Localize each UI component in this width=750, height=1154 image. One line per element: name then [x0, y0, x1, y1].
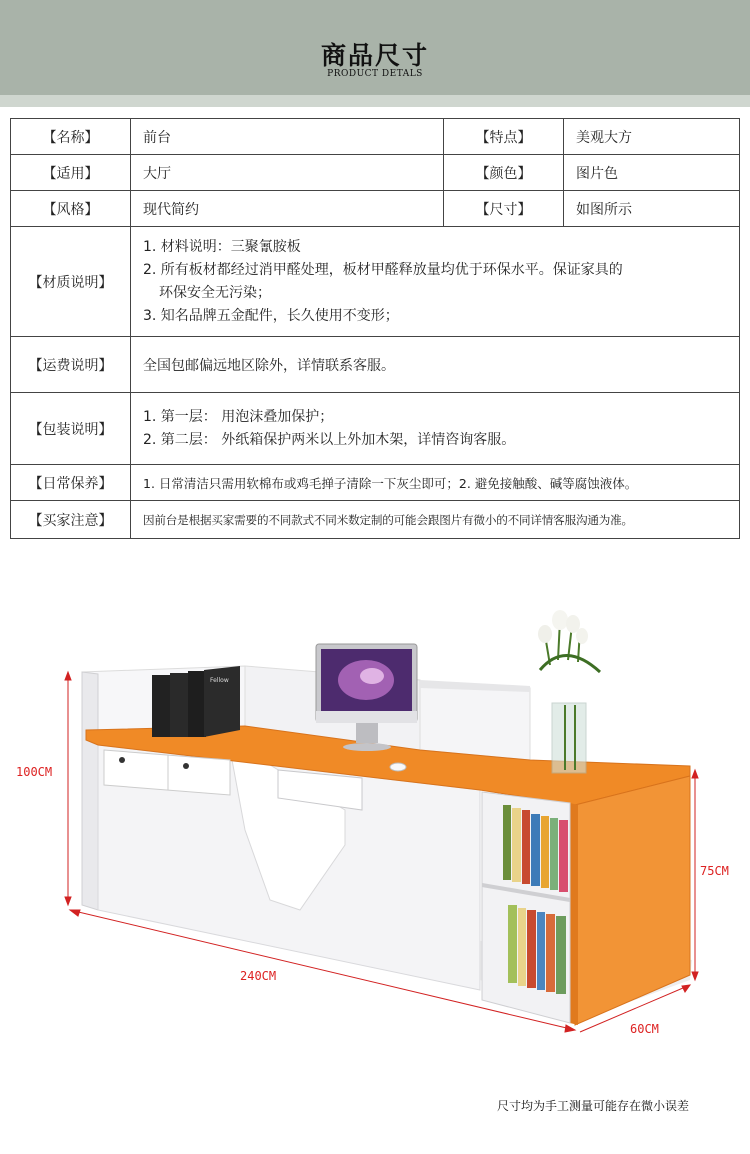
shipping-value: 全国包邮偏远地区除外，详情联系客服。	[143, 357, 395, 374]
packing-line: 1. 第一层： 用泡沫叠加保护；	[143, 408, 334, 425]
spec-row-notice	[11, 501, 739, 538]
drawer-lock	[183, 763, 189, 769]
orange-end-edge	[570, 803, 578, 1025]
mouse	[390, 763, 406, 771]
section-header	[0, 0, 750, 107]
spec-row-shipping	[11, 337, 739, 393]
material-label: 【材质说明】	[11, 227, 131, 336]
name-value: 前台	[131, 119, 444, 154]
size-value: 如图所示	[576, 201, 632, 218]
product-illustration	[0, 600, 750, 1070]
orange-end-panel	[575, 776, 690, 1025]
packing-line: 2. 第二层： 外纸箱保护两米以上外加木架，详情咨询客服。	[143, 431, 516, 448]
spec-row-material	[11, 227, 739, 337]
material-line: 3. 知名品牌五金配件，长久使用不变形；	[143, 307, 399, 324]
header-strip	[0, 95, 750, 107]
lower-books	[508, 905, 566, 994]
spec-row-style	[11, 191, 739, 227]
name-label: 【名称】	[11, 119, 131, 154]
material-line: 环保安全无污染；	[159, 284, 271, 301]
use-label: 【适用】	[11, 155, 131, 190]
spec-row-packing	[11, 393, 739, 465]
right-raised-shelf	[420, 682, 530, 760]
section-title: 商品尺寸	[320, 41, 429, 70]
binder-label: Fellow	[210, 677, 229, 684]
care-label: 【日常保养】	[11, 465, 131, 500]
style-label: 【风格】	[11, 191, 131, 226]
drawer-lock	[119, 757, 125, 763]
section-subtitle: PRODUCT DETALS	[327, 69, 423, 79]
use-value: 大厅	[131, 155, 444, 190]
notice-value: 因前台是根据买家需要的不同款式不同米数定制的可能会跟图片有微小的不同详情客服沟通为准。	[143, 512, 633, 527]
depth-dimension: 60CM	[630, 1022, 659, 1036]
feature-value: 美观大方	[576, 129, 632, 146]
care-value: 1. 日常清洁只需用软棉布或鸡毛掸子清除一下灰尘即可；2. 避免接触酸、碱等腐蚀液体。	[143, 475, 638, 491]
material-line: 2. 所有板材都经过消甲醛处理，板材甲醛释放量均优于环保水平。保证家具的	[143, 261, 623, 278]
height-dimension: 100CM	[16, 765, 53, 779]
material-list	[131, 227, 739, 336]
size-label: 【尺寸】	[444, 191, 564, 226]
packing-list	[131, 393, 739, 464]
material-line: 1. 材料说明：三聚氰胺板	[143, 238, 301, 255]
notice-label: 【买家注意】	[11, 501, 131, 538]
packing-label: 【包装说明】	[11, 393, 131, 464]
spec-row-use	[11, 155, 739, 191]
measurement-note: 尺寸均为手工测量可能存在微小误差	[497, 1099, 690, 1113]
length-dimension: 240CM	[240, 969, 277, 983]
left-side-panel	[82, 672, 98, 910]
flower-vase	[538, 610, 600, 773]
color-value: 图片色	[576, 165, 618, 182]
shipping-label: 【运费说明】	[11, 337, 131, 392]
counter-height-dimension: 75CM	[700, 864, 729, 878]
feature-label: 【特点】	[444, 119, 564, 154]
spec-row-care	[11, 465, 739, 501]
binders	[152, 666, 240, 737]
style-value: 现代简约	[131, 191, 444, 226]
spec-table	[10, 118, 740, 539]
spec-row-name	[11, 119, 739, 155]
color-label: 【颜色】	[444, 155, 564, 190]
